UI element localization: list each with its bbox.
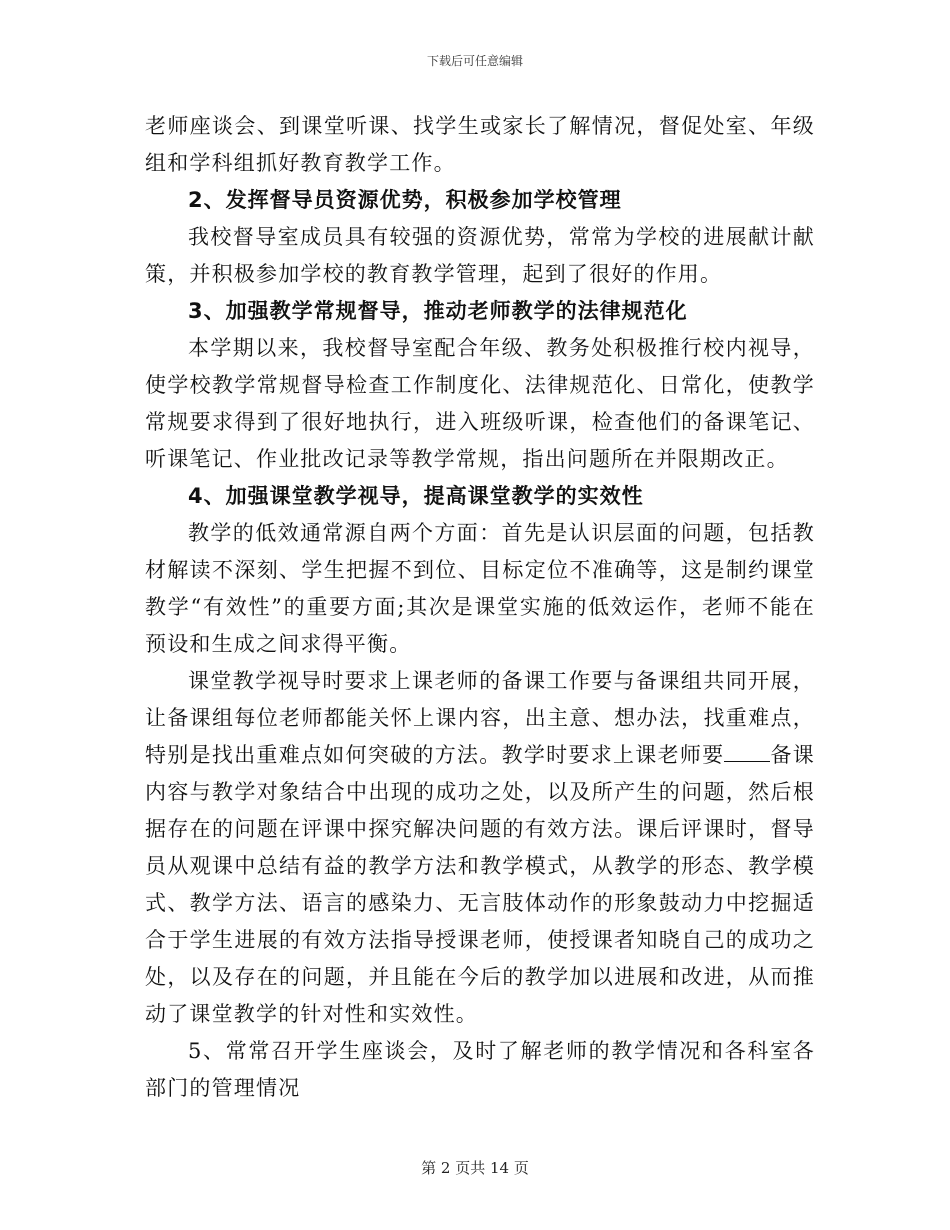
- paragraph-section-2: 我校督导室成员具有较强的资源优势，常常为学校的进展献计献策，并积极参加学校的教育教学管理，起到了很好的作用。: [145, 225, 815, 286]
- paragraph-part-after-blank: 备课内容与教学对象结合中出现的成功之处，以及所产生的问题，然后根据存在的问题在评课中探究解决问题的有效方法。课后评课时，督导员从观课中总结有益的教学方法和教学模式，从教学的形态、教学模式、教学方法、语言的感染力、无言肢体动作的形象鼓动力中挖掘适合于学生进展的有效方法指导授课老师，使授课者知晓自己的成功之处，以及存在的问题，并且能在今后的教学加以进展和改进，从而推动了课堂教学的针对性和实效性。: [145, 743, 815, 1026]
- document-body: [145, 108, 815, 1107]
- section-heading-4: 4、加强课堂教学视导，提高课堂教学的实效性: [188, 484, 644, 508]
- paragraph-section-3: 本学期以来，我校督导室配合年级、教务处积极推行校内视导，使学校教学常规督导检查工作制度化、法律规范化、日常化，使教学常规要求得到了很好地执行，进入班级听课，检查他们的备课笔记、听课笔记、作业批改记录等教学常规，指出问题所在并限期改正。: [145, 336, 815, 471]
- section-heading-3: 3、加强教学常规督导，推动老师教学的法律规范化: [188, 299, 688, 323]
- page-footer: 第 2 页共 14 页: [421, 1159, 529, 1177]
- page-header: 下载后可任意编辑: [426, 54, 523, 68]
- paragraph-section-4-b: [145, 663, 815, 1033]
- paragraph-continuation: 老师座谈会、到课堂听课、找学生或家长了解情况，督促处室、年级组和学科组抓好教育教学工作。: [145, 114, 815, 175]
- section-heading-2: 2、发挥督导员资源优势，积极参加学校管理: [188, 188, 622, 212]
- paragraph-section-4-a: 教学的低效通常源自两个方面：首先是认识层面的问题，包括教材解读不深刻、学生把握不到位、目标定位不准确等，这是制约课堂教学“有效性”的重要方面;其次是课堂实施的低效运作，老师不能在预设和生成之间求得平衡。: [145, 521, 815, 656]
- fill-in-blank: [724, 743, 770, 762]
- paragraph-section-5: 5、常常召开学生座谈会，及时了解老师的教学情况和各科室各部门的管理情况: [145, 1039, 815, 1100]
- paragraph-part-before-blank: 课堂教学视导时要求上课老师的备课工作要与备课组共同开展，让备课组每位老师都能关怀上课内容，出主意、想办法，找重难点，特别是找出重难点如何突破的方法。教学时要求上课老师要: [145, 669, 815, 767]
